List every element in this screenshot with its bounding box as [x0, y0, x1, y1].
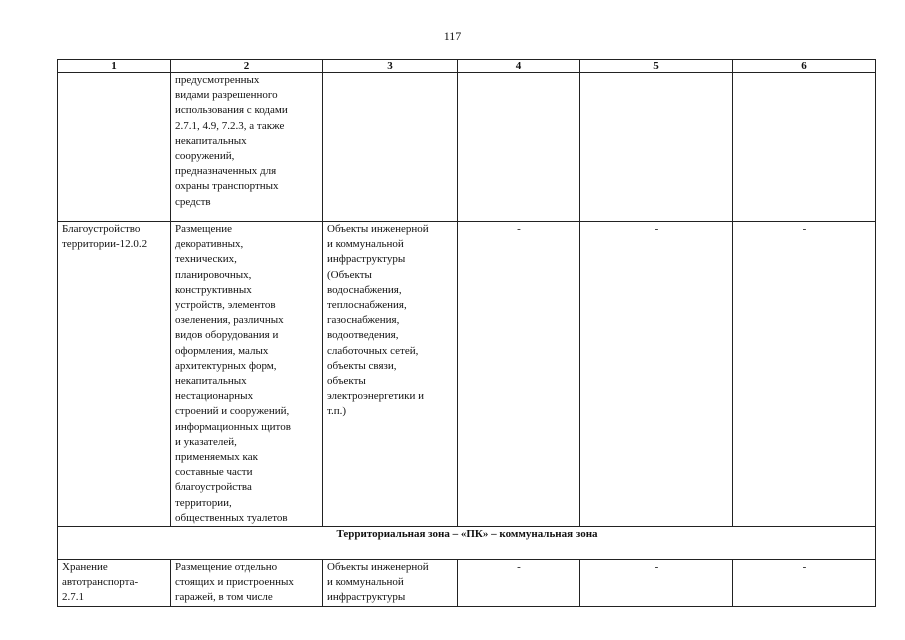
table-row	[58, 73, 876, 222]
zone-heading: Территориальная зона – «ПК» – коммунальная зона	[58, 527, 876, 560]
cell-col-4	[458, 73, 580, 222]
header-col-4: 4	[458, 60, 580, 73]
cell-col-6: -	[733, 560, 876, 607]
header-col-2: 2	[171, 60, 323, 73]
cell-use-description: предусмотренных видами разрешенного использования с кодами 2.7.1, 4.9, 7.2.3, а также некапитальных сооружений, предназначенных для охраны транспортных средств	[171, 73, 323, 222]
header-col-3: 3	[323, 60, 458, 73]
zone-heading-row	[58, 527, 876, 560]
cell-auxiliary-use	[323, 73, 458, 222]
cell-use-name: Хранение автотранспорта- 2.7.1	[58, 560, 171, 607]
cell-auxiliary-use: Объекты инженерной и коммунальной инфраструктуры (Объекты водоснабжения, теплоснабжения, газоснабжения, водоотведения, слаботочных сетей, объекты связи, объекты электроэнергетики и т.п.)	[323, 222, 458, 527]
cell-col-4: -	[458, 222, 580, 527]
header-col-6: 6	[733, 60, 876, 73]
cell-use-description: Размещение декоративных, технических, планировочных, конструктивных устройств, элементов озеленения, различных видов оборудования и оформления, малых архитектурных форм, некапитальных нестационарных строений и сооружений, информационных щитов и указателей, применяемых как составные части благоустройства территории, общественных туалетов	[171, 222, 323, 527]
zoning-table	[57, 59, 876, 607]
header-col-1: 1	[58, 60, 171, 73]
cell-col-6: -	[733, 222, 876, 527]
cell-use-name	[58, 73, 171, 222]
table-row	[58, 560, 876, 607]
cell-use-description: Размещение отдельно стоящих и пристроенных гаражей, в том числе	[171, 560, 323, 607]
cell-auxiliary-use: Объекты инженерной и коммунальной инфраструктуры	[323, 560, 458, 607]
cell-col-5: -	[580, 222, 733, 527]
cell-col-4: -	[458, 560, 580, 607]
page-number: 117	[443, 29, 462, 43]
header-col-5: 5	[580, 60, 733, 73]
cell-col-5: -	[580, 560, 733, 607]
cell-use-name: Благоустройство территории-12.0.2	[58, 222, 171, 527]
cell-col-5	[580, 73, 733, 222]
header-row	[58, 60, 876, 73]
cell-col-6	[733, 73, 876, 222]
table-row	[58, 222, 876, 527]
